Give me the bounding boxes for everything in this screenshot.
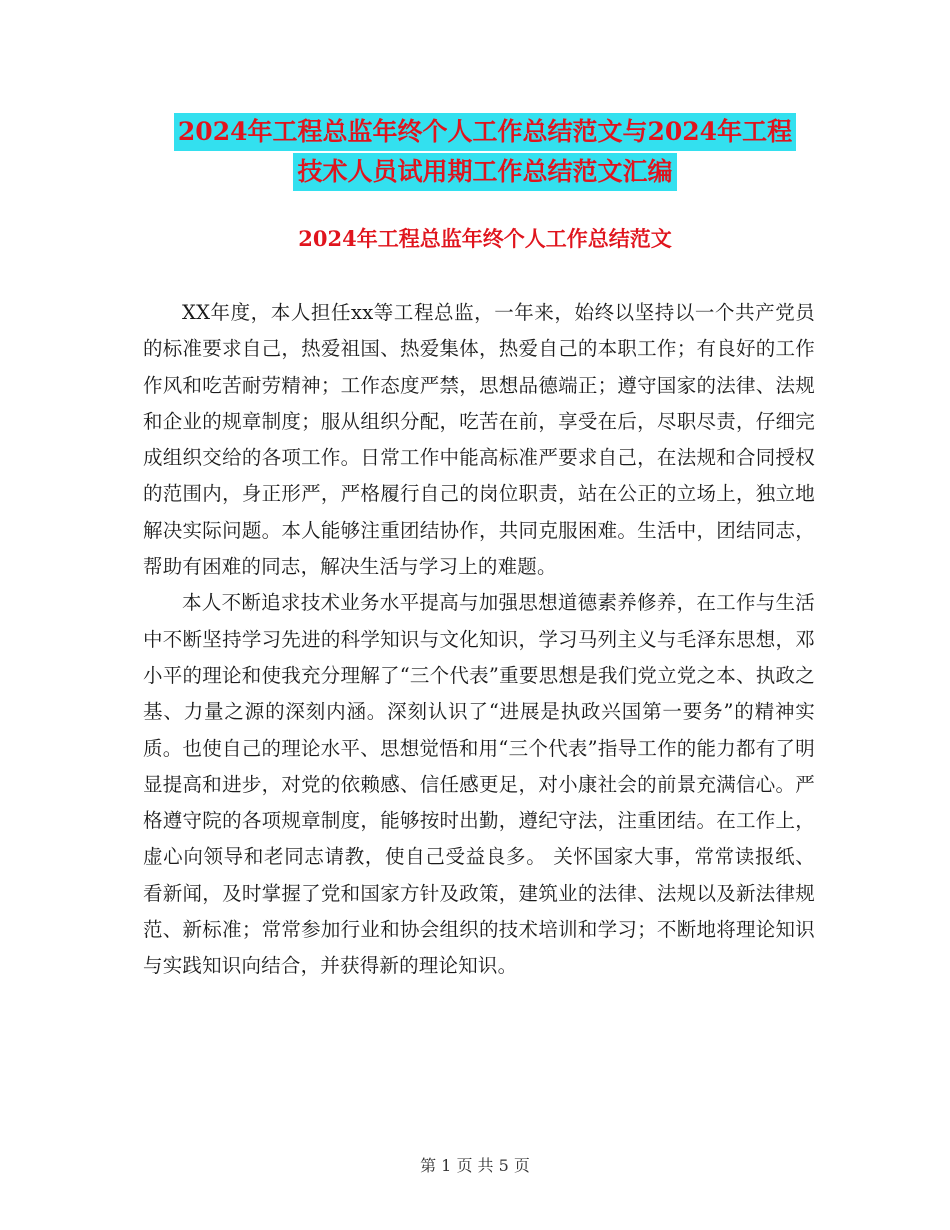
section-title: 2024年工程总监年终个人工作总结范文 bbox=[298, 226, 672, 251]
document-title bbox=[140, 112, 830, 192]
title-line-1: 2024年工程总监年终个人工作总结范文与2024年工程 bbox=[174, 113, 796, 151]
title-line-2: 技术人员试用期工作总结范文汇编 bbox=[293, 153, 676, 191]
document-body bbox=[143, 295, 815, 985]
paragraph-2: 本人不断追求技术业务水平提高与加强思想道德素养修养，在工作与生活中不断坚持学习先进的科学知识与文化知识，学习马列主义与毛泽东思想，邓小平的理论和使我充分理解了“三个代表”重要思想是我们党立党之本、执政之基、力量之源的深刻内涵。深刻认识了“进展是执政兴国第一要务”的精神实质。也使自己的理论水平、思想觉悟和用“三个代表”指导工作的能力都有了明显提高和进步，对党的依赖感、信任感更足，对小康社会的前景充满信心。严格遵守院的各项规章制度，能够按时出勤，遵纪守法，注重团结。在工作上，虚心向领导和老同志请教，使自己受益良多。 关怀国家大事，常常读报纸、看新闻，及时掌握了党和国家方针及政策，建筑业的法律、法规以及新法律规范、新标准；常常参加行业和协会组织的技术培训和学习；不断地将理论知识与实践知识向结合，并获得新的理论知识。 bbox=[143, 591, 815, 978]
page-footer: 第 1 页 共 5 页 bbox=[420, 1156, 530, 1175]
paragraph-1: XX年度，本人担任xx等工程总监，一年来，始终以坚持以一个共产党员的标准要求自己，热爱祖国、热爱集体，热爱自己的本职工作；有良好的工作作风和吃苦耐劳精神；工作态度严禁，思想品德端正；遵守国家的法律、法规和企业的规章制度；服从组织分配，吃苦在前，享受在后，尽职尽责，仔细完成组织交给的各项工作。日常工作中能高标准严要求自己，在法规和合同授权的范围内，身正形严，严格履行自己的岗位职责，站在公正的立场上，独立地解决实际问题。本人能够注重团结协作，共同克服困难。生活中，团结同志，帮助有困难的同志，解决生活与学习上的难题。 bbox=[143, 301, 815, 579]
